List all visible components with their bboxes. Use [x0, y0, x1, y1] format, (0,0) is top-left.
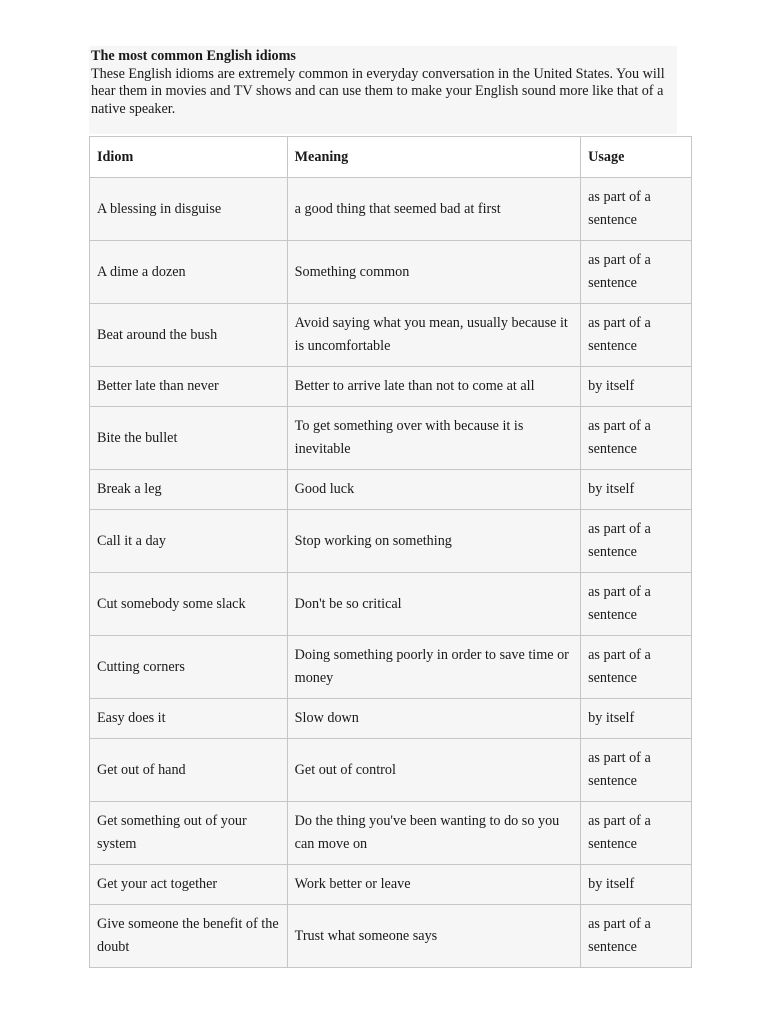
meaning-cell: Do the thing you've been wanting to do so you can move on [287, 802, 580, 865]
idiom-cell: Cutting corners [90, 636, 288, 699]
meaning-cell: Work better or leave [287, 865, 580, 905]
idiom-cell: Get your act together [90, 865, 288, 905]
meaning-cell: Something common [287, 241, 580, 304]
table-row [90, 739, 692, 802]
table-row [90, 178, 692, 241]
idiom-cell: A blessing in disguise [90, 178, 288, 241]
table-row [90, 241, 692, 304]
meaning-cell: Better to arrive late than not to come at all [287, 367, 580, 407]
idiom-cell: Cut somebody some slack [90, 573, 288, 636]
table-row [90, 802, 692, 865]
idiom-cell: Break a leg [90, 470, 288, 510]
idioms-table [89, 136, 692, 968]
idiom-cell: Get something out of your system [90, 802, 288, 865]
table-row [90, 510, 692, 573]
table-row [90, 699, 692, 739]
meaning-cell: a good thing that seemed bad at first [287, 178, 580, 241]
table-row [90, 407, 692, 470]
usage-cell: as part of a sentence [581, 304, 692, 367]
meaning-cell: To get something over with because it is inevitable [287, 407, 580, 470]
usage-cell: as part of a sentence [581, 510, 692, 573]
usage-cell: as part of a sentence [581, 905, 692, 968]
idiom-cell: Better late than never [90, 367, 288, 407]
header-usage: Usage [581, 137, 692, 178]
meaning-cell: Get out of control [287, 739, 580, 802]
usage-cell: as part of a sentence [581, 739, 692, 802]
idiom-cell: Easy does it [90, 699, 288, 739]
usage-cell: as part of a sentence [581, 802, 692, 865]
meaning-cell: Don't be so critical [287, 573, 580, 636]
idiom-cell: Give someone the benefit of the doubt [90, 905, 288, 968]
idiom-cell: Get out of hand [90, 739, 288, 802]
table-row [90, 865, 692, 905]
header-idiom: Idiom [90, 137, 288, 178]
table-row [90, 304, 692, 367]
usage-cell: as part of a sentence [581, 241, 692, 304]
idiom-cell: Beat around the bush [90, 304, 288, 367]
intro-description: These English idioms are extremely common in everyday conversation in the United States. You will hear them in movies and TV shows and can use them to make your English sound more like that of a native speaker. [91, 65, 665, 117]
idiom-cell: Call it a day [90, 510, 288, 573]
usage-cell: as part of a sentence [581, 178, 692, 241]
header-meaning: Meaning [287, 137, 580, 178]
usage-cell: by itself [581, 470, 692, 510]
meaning-cell: Avoid saying what you mean, usually because it is uncomfortable [287, 304, 580, 367]
meaning-cell: Doing something poorly in order to save time or money [287, 636, 580, 699]
idiom-cell: Bite the bullet [90, 407, 288, 470]
meaning-cell: Slow down [287, 699, 580, 739]
meaning-cell: Trust what someone says [287, 905, 580, 968]
table-row [90, 367, 692, 407]
table-header-row [90, 137, 692, 178]
table-row [90, 470, 692, 510]
idiom-cell: A dime a dozen [90, 241, 288, 304]
usage-cell: by itself [581, 699, 692, 739]
meaning-cell: Stop working on something [287, 510, 580, 573]
usage-cell: as part of a sentence [581, 573, 692, 636]
intro-section [89, 46, 677, 134]
usage-cell: by itself [581, 865, 692, 905]
table-row [90, 905, 692, 968]
table-row [90, 573, 692, 636]
table-row [90, 636, 692, 699]
usage-cell: by itself [581, 367, 692, 407]
usage-cell: as part of a sentence [581, 636, 692, 699]
meaning-cell: Good luck [287, 470, 580, 510]
usage-cell: as part of a sentence [581, 407, 692, 470]
page-title: The most common English idioms [91, 48, 296, 64]
